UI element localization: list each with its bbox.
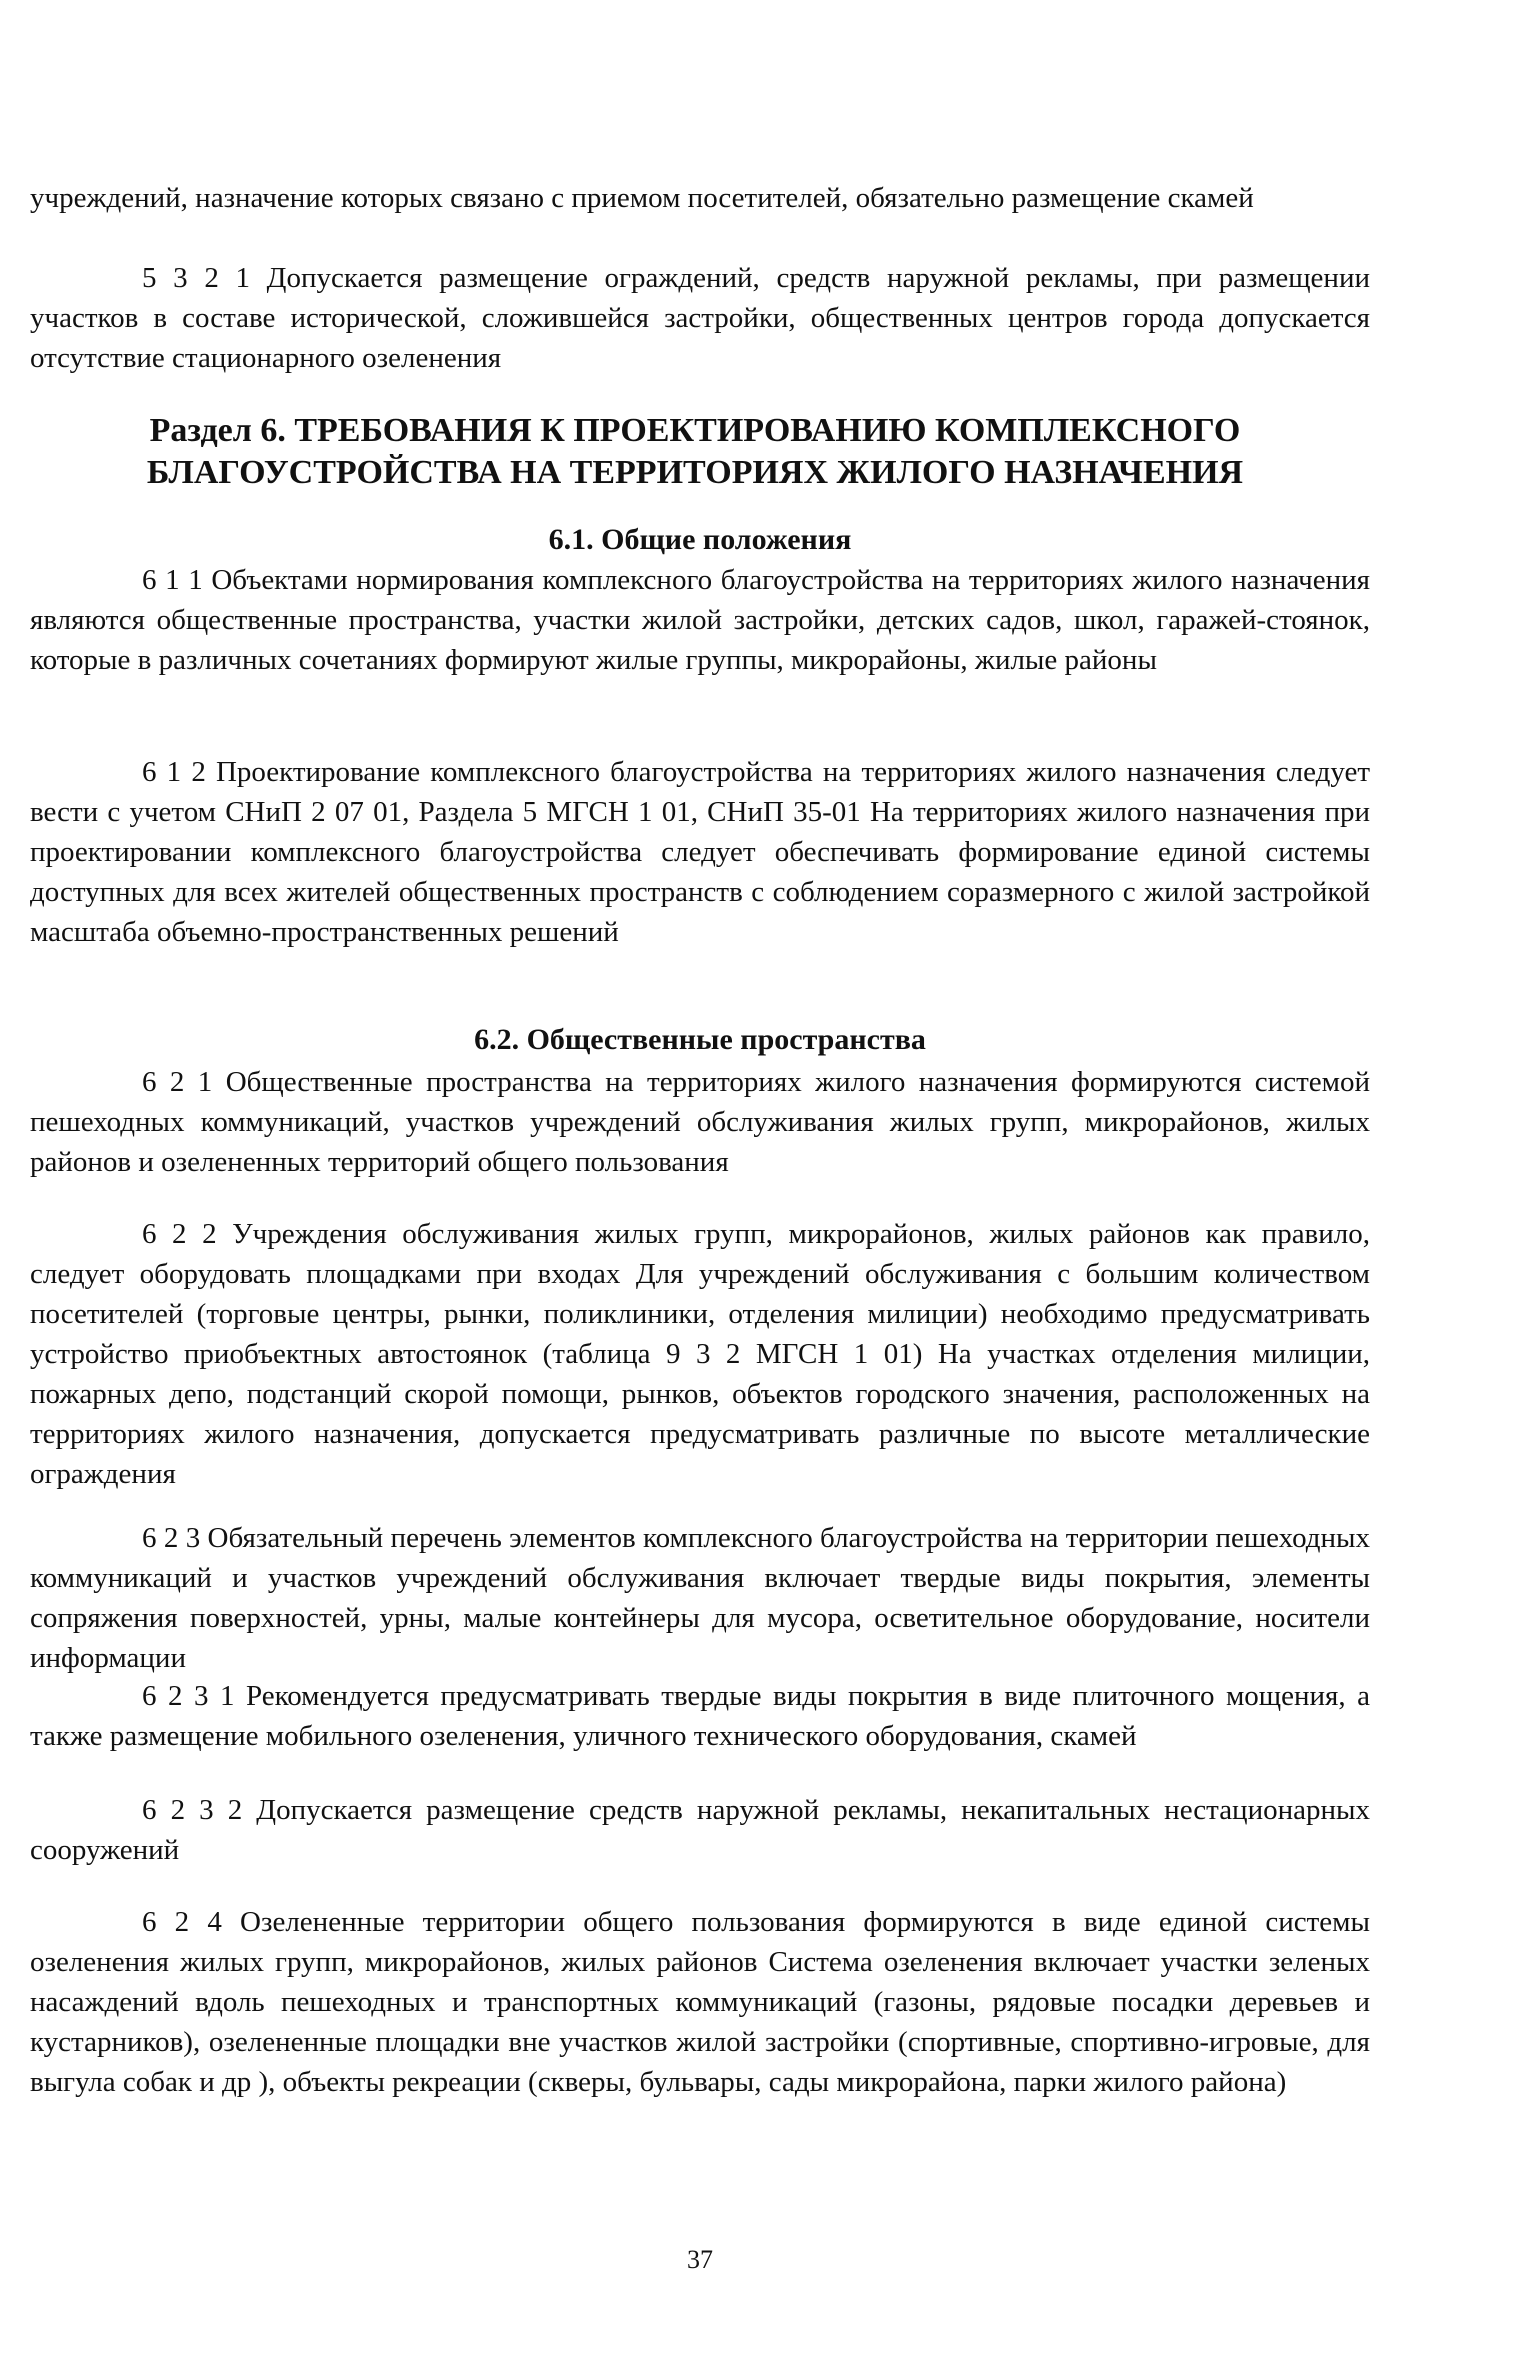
paragraph-6-2-3-1 bbox=[30, 1676, 1370, 1756]
intro-line: учреждений, назначение которых связано с приемом посетителей, обязательно размещение скамей bbox=[30, 182, 1254, 214]
paragraph-6-1-1 bbox=[30, 560, 1370, 680]
paragraph-6-2-3 bbox=[30, 1518, 1370, 1678]
paragraph-6-2-1 bbox=[30, 1062, 1370, 1182]
paragraph-5-3-2-1 bbox=[30, 258, 1370, 378]
section-title-line-2: БЛАГОУСТРОЙСТВА НА ТЕРРИТОРИЯХ ЖИЛОГО НАЗНАЧЕНИЯ bbox=[146, 454, 1244, 491]
section-title-line-1: Раздел 6. ТРЕБОВАНИЯ К ПРОЕКТИРОВАНИЮ КОМПЛЕКСНОГО bbox=[149, 412, 1241, 449]
paragraph-text: 6 2 1 Общественные пространства на территориях жилого назначения формируются системой пешеходных коммуникаций, участков учреждений обслуживания жилых групп, микрорайонов, жилых районов и озелененных территорий общего пользования bbox=[30, 1066, 1370, 1178]
paragraph-text: 6 1 1 Объектами нормирования комплексного благоустройства на территориях жилого назначения являются общественные пространства, участки жилой застройки, детских садов, школ, гаражей-стоянок, которые в различных сочетаниях формируют жилые группы, микрорайоны, жилые районы bbox=[30, 564, 1370, 676]
paragraph-6-2-2 bbox=[30, 1214, 1370, 1494]
paragraph-text: 6 2 3 1 Рекомендуется предусматривать твердые виды покрытия в виде плиточного мощения, а также размещение мобильного озеленения, уличного технического оборудования, скамей bbox=[30, 1680, 1370, 1752]
paragraph-text: 6 2 3 2 Допускается размещение средств наружной рекламы, некапитальных нестационарных сооружений bbox=[30, 1794, 1370, 1866]
paragraph-6-2-3-2 bbox=[30, 1790, 1370, 1870]
paragraph-6-2-4 bbox=[30, 1902, 1370, 2102]
section-title bbox=[120, 410, 1270, 494]
paragraph-text: 6 2 4 Озелененные территории общего пользования формируются в виде единой системы озеленения жилых групп, микрорайонов, жилых районов Система озеленения включает участки зеленых насаждений вдоль пешеходных и транспортных коммуникаций (газоны, рядовые посадки деревьев и кустарников), озелененные площадки вне участков жилой застройки (спортивные, спортивно-игровые, для выгула собак и др ), объекты рекреации (скверы, бульвары, сады микрорайона, парки жилого района) bbox=[30, 1906, 1370, 2098]
paragraph-text: 6 1 2 Проектирование комплексного благоустройства на территориях жилого назначения следует вести с учетом СНиП 2 07 01, Раздела 5 МГСН 1 01, СНиП 35-01 На территориях жилого назначения при проектировании комплексного благоустройства следует обеспечивать формирование единой системы доступных для всех жителей общественных пространств с соблюдением соразмерного с жилой застройкой масштаба объемно-пространственных решений bbox=[30, 756, 1370, 948]
paragraph-text: 6 2 2 Учреждения обслуживания жилых групп, микрорайонов, жилых районов как правило, следует оборудовать площадками при входах Для учреждений обслуживания с большим количеством посетителей (торговые центры, рынки, поликлиники, отделения милиции) необходимо предусматривать устройство приобъектных автостоянок (таблица 9 3 2 МГСН 1 01) На участках отделения милиции, пожарных депо, подстанций скорой помощи, рынков, объектов городского значения, расположенных на территориях жилого назначения, допускается предусматривать различные по высоте металлические ограждения bbox=[30, 1218, 1370, 1490]
subsection-heading-6-1: 6.1. Общие положения bbox=[548, 523, 852, 556]
subsection-heading-6-2: 6.2. Общественные пространства bbox=[474, 1023, 926, 1056]
paragraph-text: 5 3 2 1 Допускается размещение ограждений, средств наружной рекламы, при размещении участков в составе исторической, сложившейся застройки, общественных центров города допускается отсутствие стационарного озеленения bbox=[30, 262, 1370, 374]
paragraph-text: 6 2 3 Обязательный перечень элементов комплексного благоустройства на территории пешеходных коммуникаций и участков учреждений обслуживания включает твердые виды покрытия, элементы сопряжения поверхностей, урны, малые контейнеры для мусора, осветительное оборудование, носители информации bbox=[30, 1522, 1370, 1674]
page-number: 37 bbox=[687, 2245, 713, 2274]
paragraph-6-1-2 bbox=[30, 752, 1370, 952]
